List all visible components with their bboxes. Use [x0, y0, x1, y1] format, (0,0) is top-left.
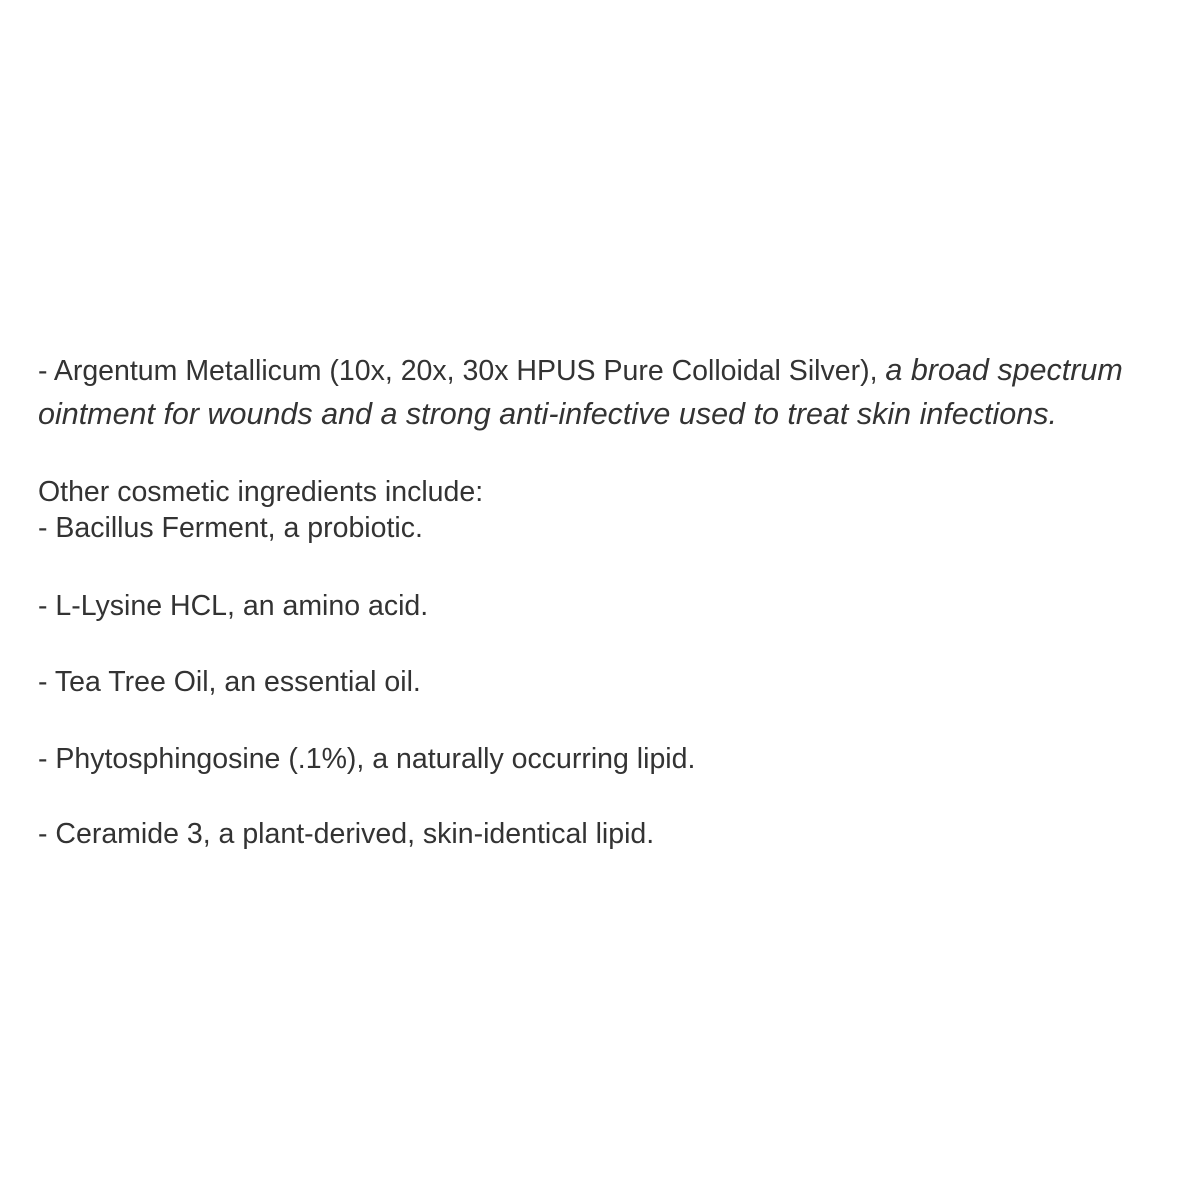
ingredient-item-phytosphingosine: - Phytosphingosine (.1%), a naturally occurring lipid.: [38, 743, 696, 775]
other-ingredients-heading: Other cosmetic ingredients include:: [38, 476, 484, 508]
main-ingredient-description-start: a broad spectrum: [885, 353, 1123, 387]
main-ingredient-description-end: ointment for wounds and a strong anti-infective used to treat skin infections.: [38, 397, 1057, 431]
main-ingredient-line-1: [38, 350, 1123, 391]
ingredient-item-bacillus: - Bacillus Ferment, a probiotic.: [38, 512, 423, 544]
main-ingredient-name: - Argentum Metallicum (10x, 20x, 30x HPUS Pure Colloidal Silver),: [38, 355, 878, 387]
ingredient-item-tea-tree: - Tea Tree Oil, an essential oil.: [38, 666, 421, 698]
ingredient-item-lysine: - L-Lysine HCL, an amino acid.: [38, 590, 429, 622]
ingredient-item-ceramide: - Ceramide 3, a plant-derived, skin-identical lipid.: [38, 818, 655, 850]
